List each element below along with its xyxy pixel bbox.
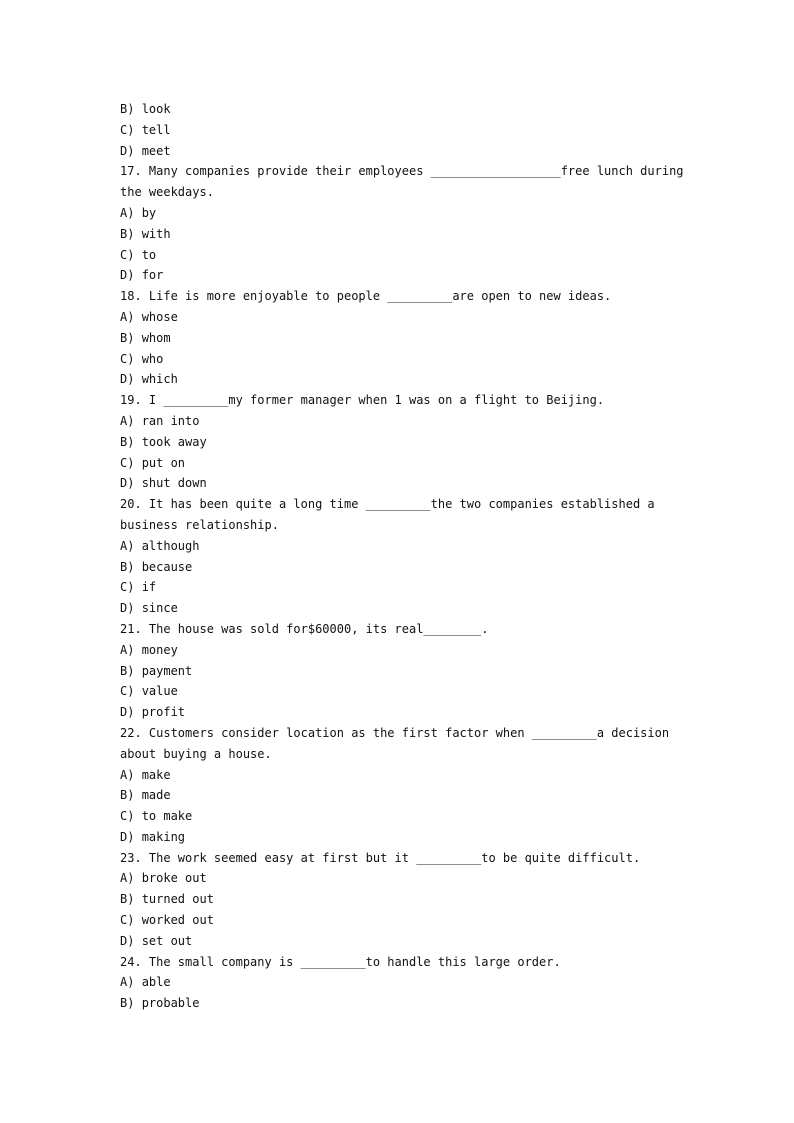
option-letter: C) [120,580,135,595]
question-21 [120,619,680,723]
option-letter: C) [120,684,135,699]
option-line [120,432,680,453]
option-letter: B) [120,559,135,574]
option-text: turned out [141,892,214,907]
question-stem-continued: about buying a house. [120,746,272,761]
option-letter: A) [120,205,135,220]
option-text: look [141,102,171,116]
leading-options [120,99,680,161]
option-text: tell [141,122,171,137]
question-22 [120,723,680,848]
question-stem-continued: the weekdays. [120,185,214,200]
option-letter: A) [120,538,135,553]
option-text: payment [141,663,193,678]
option-line [120,328,680,349]
option-letter: B) [120,226,135,241]
option-text: whom [141,330,171,345]
option-text: with [141,226,171,241]
option-text: put on [141,455,186,470]
question-stem: 21. The house was sold for$60000, its real________. [120,621,489,636]
option-line [120,120,680,141]
option-line [120,245,680,266]
option-text: made [141,788,171,803]
option-line [120,411,680,432]
question-stem: 18. Life is more enjoyable to people _________are open to new ideas. [120,289,612,304]
option-line [120,598,680,619]
option-text: set out [141,933,193,948]
option-letter: D) [120,476,135,491]
option-line [120,203,680,224]
option-line [120,99,680,120]
question-stem: 23. The work seemed easy at first but it _________to be quite difficult. [120,850,641,865]
option-letter: D) [120,829,135,844]
option-text: meet [141,143,171,158]
option-text: although [141,538,200,553]
option-letter: C) [120,247,135,262]
option-line [120,557,680,578]
question-stem: 24. The small company is _________to handle this large order. [120,954,561,969]
option-line [120,868,680,889]
option-text: money [141,642,178,657]
option-letter: C) [120,455,135,470]
option-letter: A) [120,871,135,886]
option-letter: D) [120,705,135,720]
option-text: broke out [141,871,207,886]
option-letter: A) [120,413,135,428]
option-text: shut down [141,476,207,491]
question-23 [120,848,680,952]
option-line [120,993,680,1014]
option-letter: A) [120,767,135,782]
option-text: worked out [141,913,214,928]
option-letter: D) [120,143,135,158]
option-text: by [141,205,157,220]
option-letter: B) [120,788,135,803]
option-letter: B) [120,892,135,907]
option-letter: D) [120,268,135,283]
option-line [120,307,680,328]
option-line [120,349,680,370]
question-stem: 19. I _________my former manager when 1 was on a flight to Beijing. [120,393,605,408]
option-text: able [141,975,171,990]
option-line [120,141,680,162]
option-line [120,910,680,931]
option-letter: D) [120,372,135,387]
option-text: who [141,351,164,366]
option-letter: A) [120,642,135,657]
option-letter: B) [120,434,135,449]
option-line [120,972,680,993]
option-text: since [141,601,178,616]
option-text: which [141,372,178,387]
option-line [120,765,680,786]
option-letter: C) [120,809,135,824]
option-text: ran into [141,413,200,428]
option-letter: B) [120,102,135,116]
question-stem-continued: business relationship. [120,517,279,532]
option-text: took away [141,434,207,449]
option-line [120,931,680,952]
question-stem: 17. Many companies provide their employees __________________free lunch during [120,164,684,179]
option-text: value [141,684,178,699]
option-text: because [141,559,193,574]
option-line [120,785,680,806]
option-line [120,661,680,682]
option-letter: B) [120,663,135,678]
option-letter: A) [120,975,135,990]
question-stem: 20. It has been quite a long time _________the two companies established a [120,497,655,512]
option-text: make [141,767,171,782]
option-line [120,702,680,723]
option-line [120,640,680,661]
option-letter: C) [120,122,135,137]
question-20 [120,494,680,619]
option-letter: D) [120,933,135,948]
question-17 [120,161,684,286]
option-line [120,577,680,598]
question-18 [120,286,680,390]
option-text: if [141,580,157,595]
option-letter: B) [120,330,135,345]
option-text: probable [141,996,200,1011]
option-text: to make [141,809,193,824]
option-line [120,536,680,557]
option-line [120,681,680,702]
option-line [120,265,680,286]
question-24 [120,952,680,1014]
option-letter: C) [120,351,135,366]
option-text: profit [141,705,186,720]
option-line [120,889,680,910]
option-letter: D) [120,601,135,616]
option-line [120,453,680,474]
question-19 [120,390,680,494]
option-text: making [141,829,186,844]
option-text: to [141,247,157,262]
option-text: for [141,268,164,283]
option-letter: B) [120,996,135,1011]
option-letter: C) [120,913,135,928]
option-line [120,369,680,390]
option-line [120,827,680,848]
exam-document [120,99,684,1014]
option-line [120,806,680,827]
option-line [120,473,680,494]
question-stem: 22. Customers consider location as the first factor when _________a decision [120,725,670,740]
option-line [120,224,680,245]
option-letter: A) [120,309,135,324]
option-text: whose [141,309,178,324]
